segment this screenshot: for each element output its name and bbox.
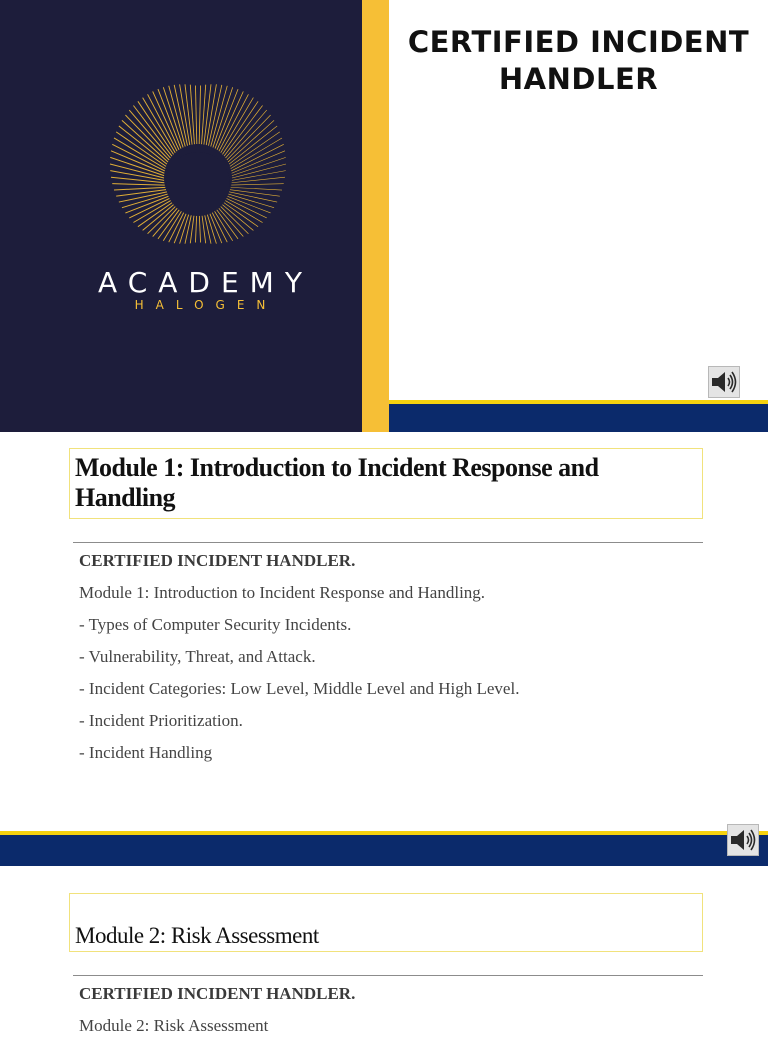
notes-line: - Incident Handling <box>79 743 213 762</box>
sunburst-ray <box>111 151 164 173</box>
notes-divider <box>73 542 703 543</box>
notes-divider <box>73 975 703 976</box>
sunburst-ray <box>119 192 167 202</box>
title-slide <box>0 0 768 432</box>
sunburst-ray <box>232 151 285 173</box>
footer-band <box>0 831 768 866</box>
logo-academy-text: ACADEMY <box>98 266 313 299</box>
notes-line: Module 2: Risk Assessment <box>79 1016 269 1035</box>
speaker-icon[interactable] <box>727 824 759 856</box>
sunburst-ray <box>231 187 282 190</box>
sunburst-ray <box>230 190 280 197</box>
sunburst-ray <box>228 120 274 162</box>
footer-band <box>389 400 768 432</box>
sunburst-ray <box>231 184 283 185</box>
logo-panel <box>0 0 362 432</box>
notes-heading: CERTIFIED INCIDENT HANDLER. <box>79 551 356 570</box>
speaker-glyph-icon <box>728 825 758 855</box>
sunburst-ray <box>232 164 286 178</box>
module-1-heading: Module 1: Introduction to Incident Response and Handling <box>69 448 703 519</box>
sunburst-ray <box>114 187 165 190</box>
sunburst-ray <box>116 190 166 197</box>
speaker-glyph-icon <box>709 367 739 397</box>
sunburst-ray <box>195 212 196 243</box>
sunburst-ray <box>232 171 286 181</box>
sunburst-logo-icon <box>100 72 296 262</box>
notes-heading: CERTIFIED INCIDENT HANDLER. <box>79 984 356 1003</box>
speaker-notes-module-1 <box>79 545 519 769</box>
speaker-notes-module-2 <box>79 978 355 1042</box>
course-title: CERTIFIED INCIDENT HANDLER <box>407 25 750 96</box>
sunburst-ray <box>199 86 200 145</box>
sunburst-ray <box>213 87 233 147</box>
notes-line: - Types of Computer Security Incidents. <box>79 615 352 634</box>
sunburst-ray <box>199 212 200 243</box>
notes-line: Module 1: Introduction to Incident Response and Handling. <box>79 583 486 602</box>
yellow-accent-bar <box>362 0 389 432</box>
logo-halogen-text: HALOGEN <box>134 298 278 312</box>
notes-line: - Incident Categories: Low Level, Middle Level and High Level. <box>79 679 520 698</box>
notes-line: - Vulnerability, Threat, and Attack. <box>79 647 316 666</box>
sunburst-ray <box>195 86 196 145</box>
notes-line: - Incident Prioritization. <box>79 711 243 730</box>
sunburst-ray <box>211 210 228 243</box>
speaker-icon[interactable] <box>708 366 740 398</box>
sunburst-ray <box>112 184 164 185</box>
sunburst-ray <box>232 177 285 183</box>
module-2-heading: Module 2: Risk Assessment <box>69 893 703 952</box>
sunburst-ray <box>111 177 164 183</box>
sunburst-core <box>166 152 230 216</box>
sunburst-ray <box>229 192 277 202</box>
